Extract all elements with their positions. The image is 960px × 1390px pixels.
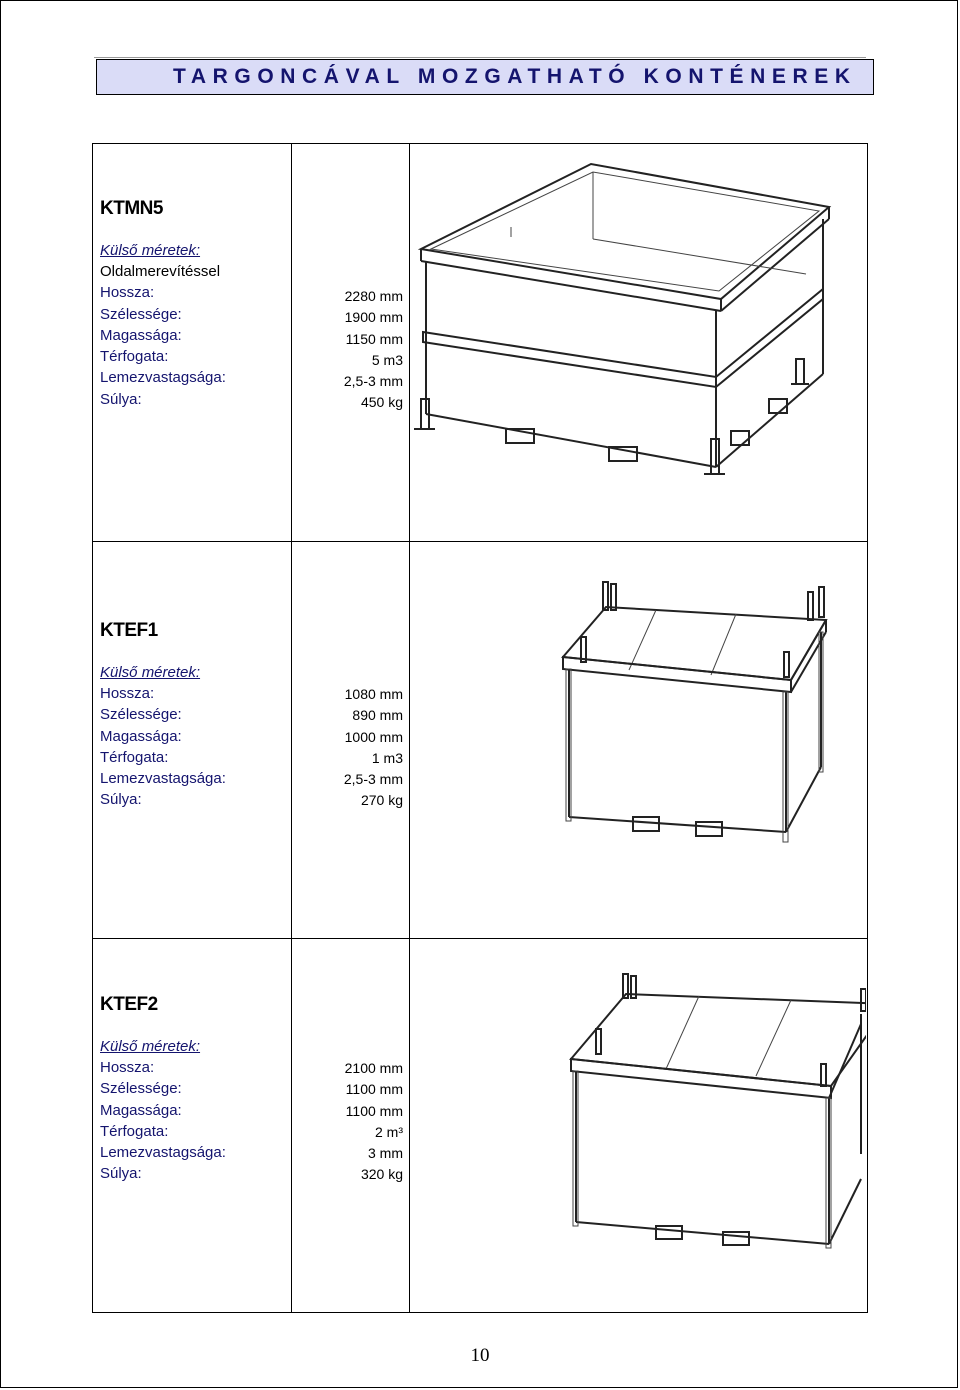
container-illustration [411,562,866,932]
label-sheet: Lemezvastagsága: [100,1144,226,1162]
spec-values [293,684,407,812]
table-row [93,541,867,938]
value-width: 1100 mm [345,1081,403,1098]
value-sheet: 2,5-3 mm [343,373,403,390]
container-table [92,143,868,1313]
spec-labels [100,198,290,410]
page-number: 10 [470,1345,490,1366]
column-divider [409,144,410,541]
value-length: 2280 mm [344,288,403,304]
model-name: KTEF2 [100,994,158,1015]
spec-values [293,286,407,414]
label-length: Hossza: [100,685,155,702]
dims-title: Külső méretek: [100,1038,201,1055]
page-title: TARGONCÁVAL MOZGATHATÓ KONTÉNEREK [173,65,857,88]
label-weight: Súlya: [100,791,142,809]
column-divider [291,939,292,1312]
column-divider [409,542,410,938]
value-length: 2100 mm [344,1060,403,1076]
value-sheet: 2,5-3 mm [343,771,403,788]
title-bar [96,59,874,95]
header-rule [94,57,866,58]
label-volume: Térfogata: [100,348,169,366]
label-sheet: Lemezvastagsága: [100,770,226,788]
table-row [93,144,867,541]
value-height: 1000 mm [344,728,403,745]
label-width: Szélessége: [100,1080,182,1098]
value-weight: 320 kg [360,1166,403,1183]
label-length: Hossza: [100,284,155,302]
label-width: Szélessége: [100,305,182,323]
dims-title: Külső méretek: [100,664,201,681]
column-divider [409,939,410,1312]
column-divider [291,542,292,938]
label-weight: Súlya: [100,390,142,408]
label-width: Szélessége: [100,706,182,724]
value-volume: 2 m³ [375,1123,403,1140]
model-name: KTEF1 [100,620,158,641]
label-weight: Súlya: [100,1165,142,1183]
container-illustration [411,964,866,1309]
value-sheet: 3 mm [368,1145,403,1162]
value-height: 1100 mm [345,1102,403,1119]
table-row [93,938,867,1312]
dims-title: Külső méretek: [100,242,201,259]
spec-labels [100,620,290,811]
value-length: 1080 mm [344,686,403,702]
model-name: KTMN5 [100,198,163,219]
spec-labels [100,994,290,1185]
value-volume: 5 m3 [371,351,403,368]
label-height: Magassága: [100,326,182,344]
value-width: 890 mm [352,707,403,724]
label-volume: Térfogata: [100,1122,169,1140]
label-height: Magassága: [100,727,182,745]
label-length: Hossza: [100,1059,155,1076]
value-weight: 270 kg [360,792,403,809]
label-sheet: Lemezvastagsága: [100,369,226,387]
label-height: Magassága: [100,1101,182,1119]
label-stiffening: Oldalmerevítéssel [100,263,221,280]
label-volume: Térfogata: [100,748,169,766]
value-volume: 1 m3 [371,749,403,766]
column-divider [291,144,292,541]
value-height: 1150 mm [345,330,403,347]
container-illustration [411,149,866,539]
value-weight: 450 kg [360,394,403,411]
value-width: 1900 mm [344,309,403,326]
spec-values [293,1058,407,1186]
